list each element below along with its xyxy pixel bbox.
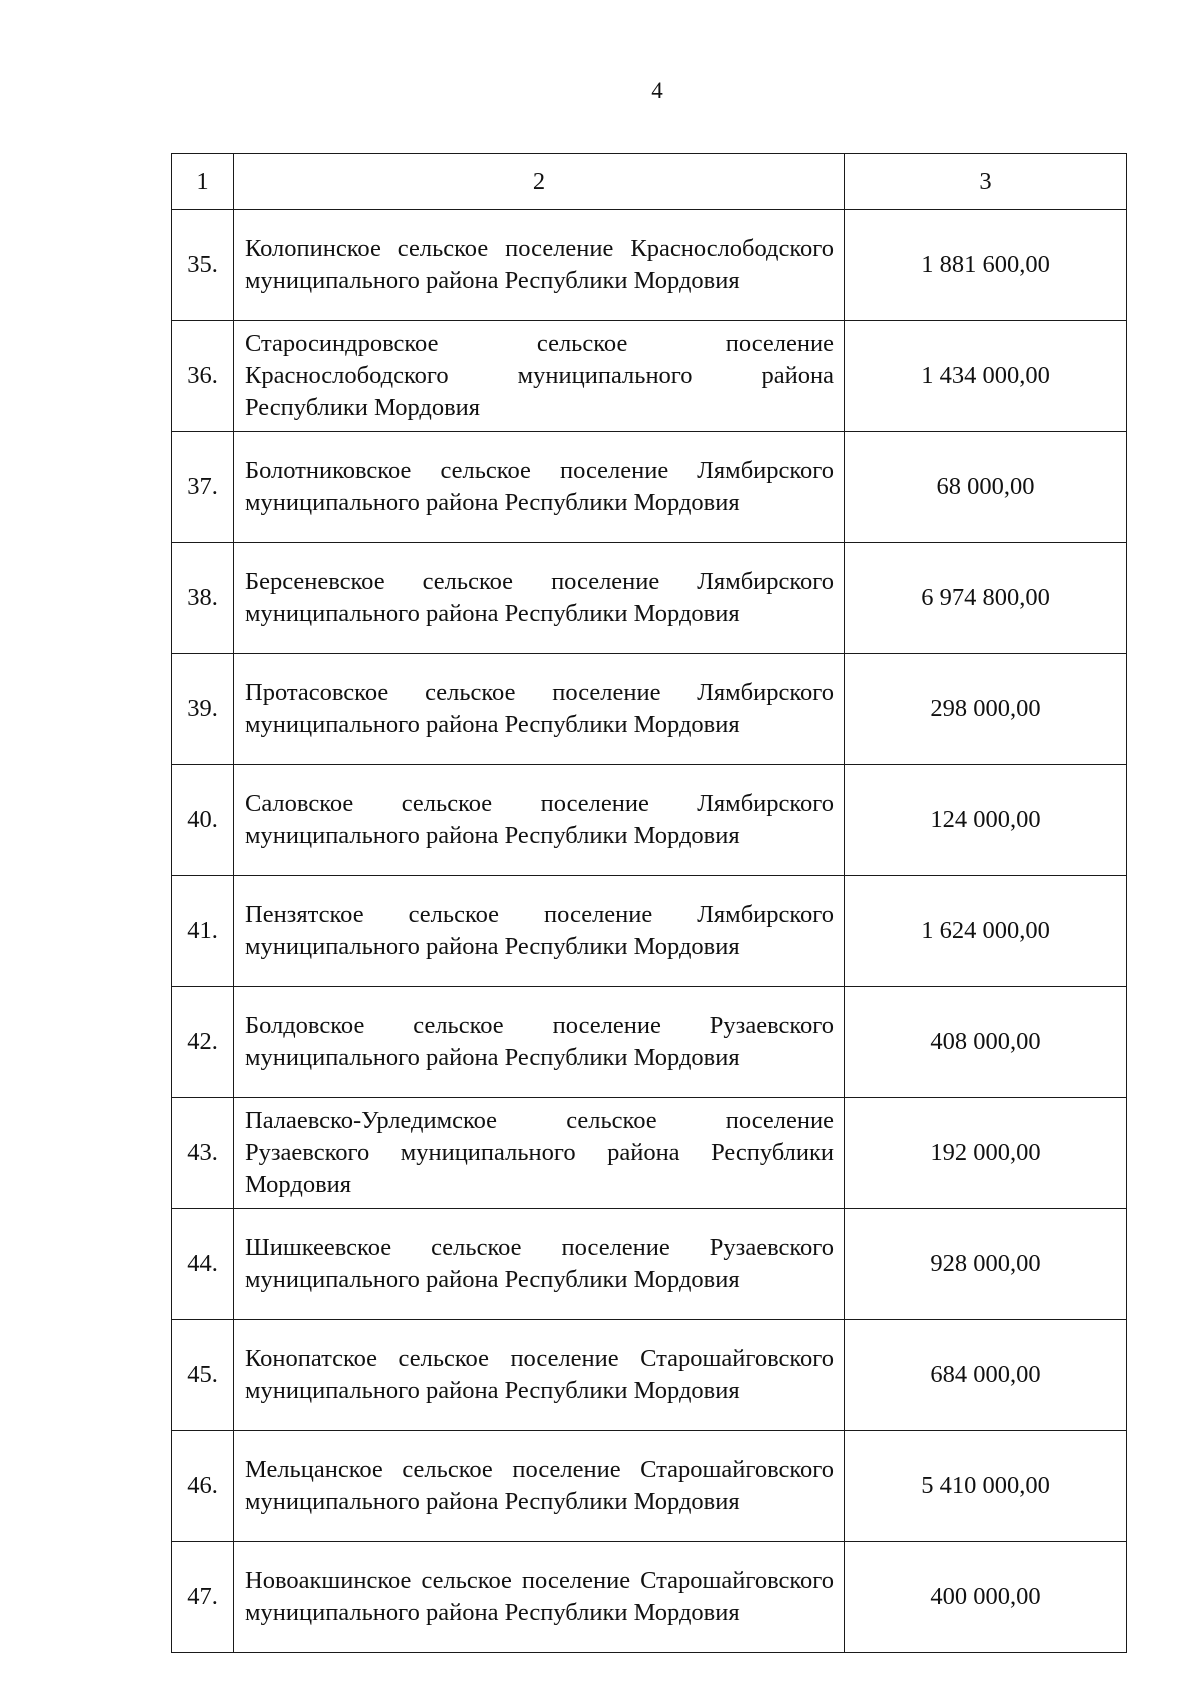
settlement-name: Саловское сельское поселение Лямбирского муниципального района Республики Мордовия (234, 765, 845, 876)
settlement-name: Новоакшинское сельское поселение Старошайговского муниципального района Республики Мордовия (234, 1542, 845, 1653)
row-number: 43. (172, 1098, 234, 1209)
table-row (172, 432, 1127, 543)
amount: 408 000,00 (845, 987, 1127, 1098)
header-cell-1: 1 (172, 154, 234, 210)
row-number: 39. (172, 654, 234, 765)
table-row (172, 1098, 1127, 1209)
row-number: 37. (172, 432, 234, 543)
table-row (172, 210, 1127, 321)
amount: 124 000,00 (845, 765, 1127, 876)
page-number: 4 (651, 78, 663, 103)
header-cell-2: 2 (234, 154, 845, 210)
amount: 1 624 000,00 (845, 876, 1127, 987)
table-row (172, 1320, 1127, 1431)
row-number: 38. (172, 543, 234, 654)
settlement-name: Старосиндровское сельское поселение Краснослободского муниципального района Республики Мордовия (234, 321, 845, 432)
settlement-name: Протасовское сельское поселение Лямбирского муниципального района Республики Мордовия (234, 654, 845, 765)
allocation-table (171, 153, 1127, 1653)
settlement-name: Мельцанское сельское поселение Старошайговского муниципального района Республики Мордовия (234, 1431, 845, 1542)
amount: 1 881 600,00 (845, 210, 1127, 321)
row-number: 47. (172, 1542, 234, 1653)
table-row (172, 876, 1127, 987)
amount: 298 000,00 (845, 654, 1127, 765)
amount: 68 000,00 (845, 432, 1127, 543)
settlement-name: Болдовское сельское поселение Рузаевского муниципального района Республики Мордовия (234, 987, 845, 1098)
settlement-name: Пензятское сельское поселение Лямбирского муниципального района Республики Мордовия (234, 876, 845, 987)
settlement-name: Палаевско-Урледимское сельское поселение Рузаевского муниципального района Республики Мордовия (234, 1098, 845, 1209)
amount: 400 000,00 (845, 1542, 1127, 1653)
row-number: 41. (172, 876, 234, 987)
table-row (172, 1542, 1127, 1653)
table-row (172, 321, 1127, 432)
table-row (172, 1431, 1127, 1542)
table-row (172, 654, 1127, 765)
settlement-name: Конопатское сельское поселение Старошайговского муниципального района Республики Мордовия (234, 1320, 845, 1431)
table-row (172, 765, 1127, 876)
row-number: 46. (172, 1431, 234, 1542)
settlement-name: Колопинское сельское поселение Краснослободского муниципального района Республики Мордовия (234, 210, 845, 321)
amount: 192 000,00 (845, 1098, 1127, 1209)
settlement-name: Берсеневское сельское поселение Лямбирского муниципального района Республики Мордовия (234, 543, 845, 654)
amount: 6 974 800,00 (845, 543, 1127, 654)
row-number: 42. (172, 987, 234, 1098)
settlement-name: Болотниковское сельское поселение Лямбирского муниципального района Республики Мордовия (234, 432, 845, 543)
table-row (172, 1209, 1127, 1320)
row-number: 45. (172, 1320, 234, 1431)
settlement-name: Шишкеевское сельское поселение Рузаевского муниципального района Республики Мордовия (234, 1209, 845, 1320)
row-number: 40. (172, 765, 234, 876)
amount: 1 434 000,00 (845, 321, 1127, 432)
row-number: 36. (172, 321, 234, 432)
table-row (172, 543, 1127, 654)
amount: 928 000,00 (845, 1209, 1127, 1320)
amount: 5 410 000,00 (845, 1431, 1127, 1542)
row-number: 35. (172, 210, 234, 321)
row-number: 44. (172, 1209, 234, 1320)
table-header-row (172, 154, 1127, 210)
table-row (172, 987, 1127, 1098)
amount: 684 000,00 (845, 1320, 1127, 1431)
header-cell-3: 3 (845, 154, 1127, 210)
